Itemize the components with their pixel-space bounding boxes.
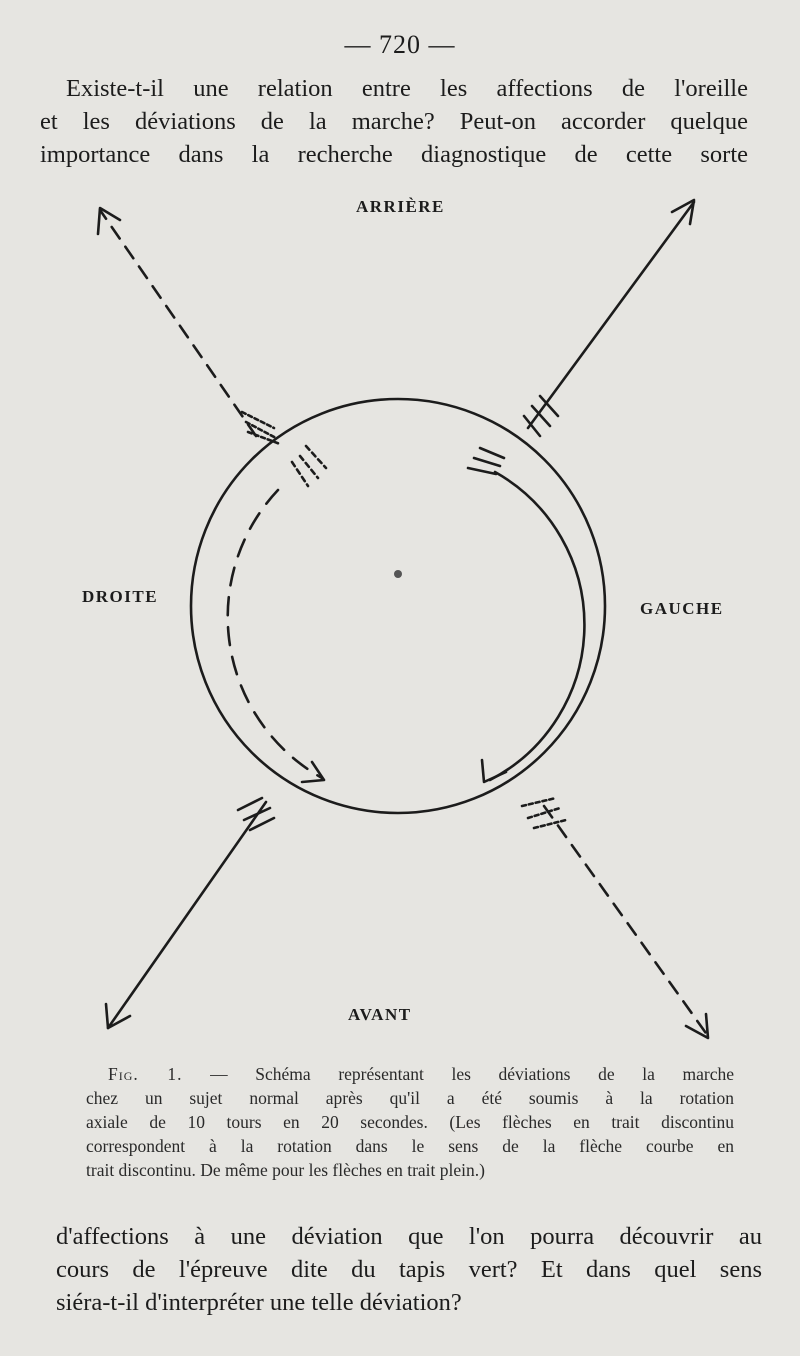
label-gauche: GAUCHE bbox=[640, 599, 724, 618]
solid-curved-fletching bbox=[468, 448, 504, 474]
figure-label: Fig. 1. bbox=[108, 1064, 183, 1084]
caption-line: correspondent à la rotation dans le sens de la flèche courbe en bbox=[86, 1136, 734, 1156]
solid-arrow-lower-left bbox=[108, 802, 266, 1028]
dashed-arrow-upper-left bbox=[100, 210, 256, 436]
solid-curved-arrow bbox=[490, 472, 584, 780]
page-number: — 720 — bbox=[344, 30, 456, 59]
dashed-arrow-lower-right bbox=[544, 806, 708, 1036]
caption-line: — Schéma représentant les déviations de la marche bbox=[182, 1064, 734, 1084]
dashed-curved-fletching bbox=[292, 446, 326, 486]
dashed-arrow-lower-right-fletching bbox=[522, 798, 566, 828]
caption-line: chez un sujet normal après qu'il a été soumis à la rotation bbox=[86, 1088, 734, 1108]
deviation-diagram bbox=[0, 180, 800, 1060]
solid-curved-arrowhead bbox=[482, 760, 506, 782]
paragraph-line: et les déviations de la marche? Peut-on accorder quelque bbox=[40, 108, 748, 135]
solid-arrow-lower-left-fletching bbox=[238, 798, 274, 830]
walking-circle bbox=[191, 399, 605, 813]
paragraph-line: importance dans la recherche diagnostique de cette sorte bbox=[40, 141, 748, 168]
paragraph-line: cours de l'épreuve dite du tapis vert? Et dans quel sens bbox=[56, 1256, 762, 1283]
center-dot bbox=[394, 570, 402, 578]
paragraph-line: d'affections à une déviation que l'on pourra découvrir au bbox=[56, 1223, 762, 1250]
dashed-curved-arrow bbox=[228, 490, 322, 778]
solid-arrow-upper-right-fletching bbox=[524, 396, 558, 436]
solid-arrow-upper-right bbox=[528, 202, 694, 428]
caption-line: axiale de 10 tours en 20 secondes. (Les flèches en trait discontinu bbox=[86, 1112, 734, 1132]
label-arriere: ARRIÈRE bbox=[356, 197, 445, 216]
paragraph-line: Existe-t-il une relation entre les affections de l'oreille bbox=[66, 75, 748, 102]
label-droite: DROITE bbox=[82, 587, 159, 606]
top-paragraph bbox=[40, 72, 748, 171]
caption-line: trait discontinu. De même pour les flèches en trait plein.) bbox=[86, 1160, 485, 1180]
dashed-curved-arrowhead bbox=[302, 762, 324, 782]
diagram-drawing bbox=[0, 180, 800, 1060]
paragraph-line: siéra-t-il d'interpréter une telle déviation? bbox=[56, 1289, 462, 1316]
label-avant: AVANT bbox=[348, 1005, 412, 1024]
bottom-paragraph bbox=[56, 1220, 762, 1319]
solid-arrow-upper-right-head bbox=[672, 200, 694, 224]
dashed-arrow-lower-right-head bbox=[686, 1014, 708, 1038]
figure-caption bbox=[86, 1062, 734, 1182]
